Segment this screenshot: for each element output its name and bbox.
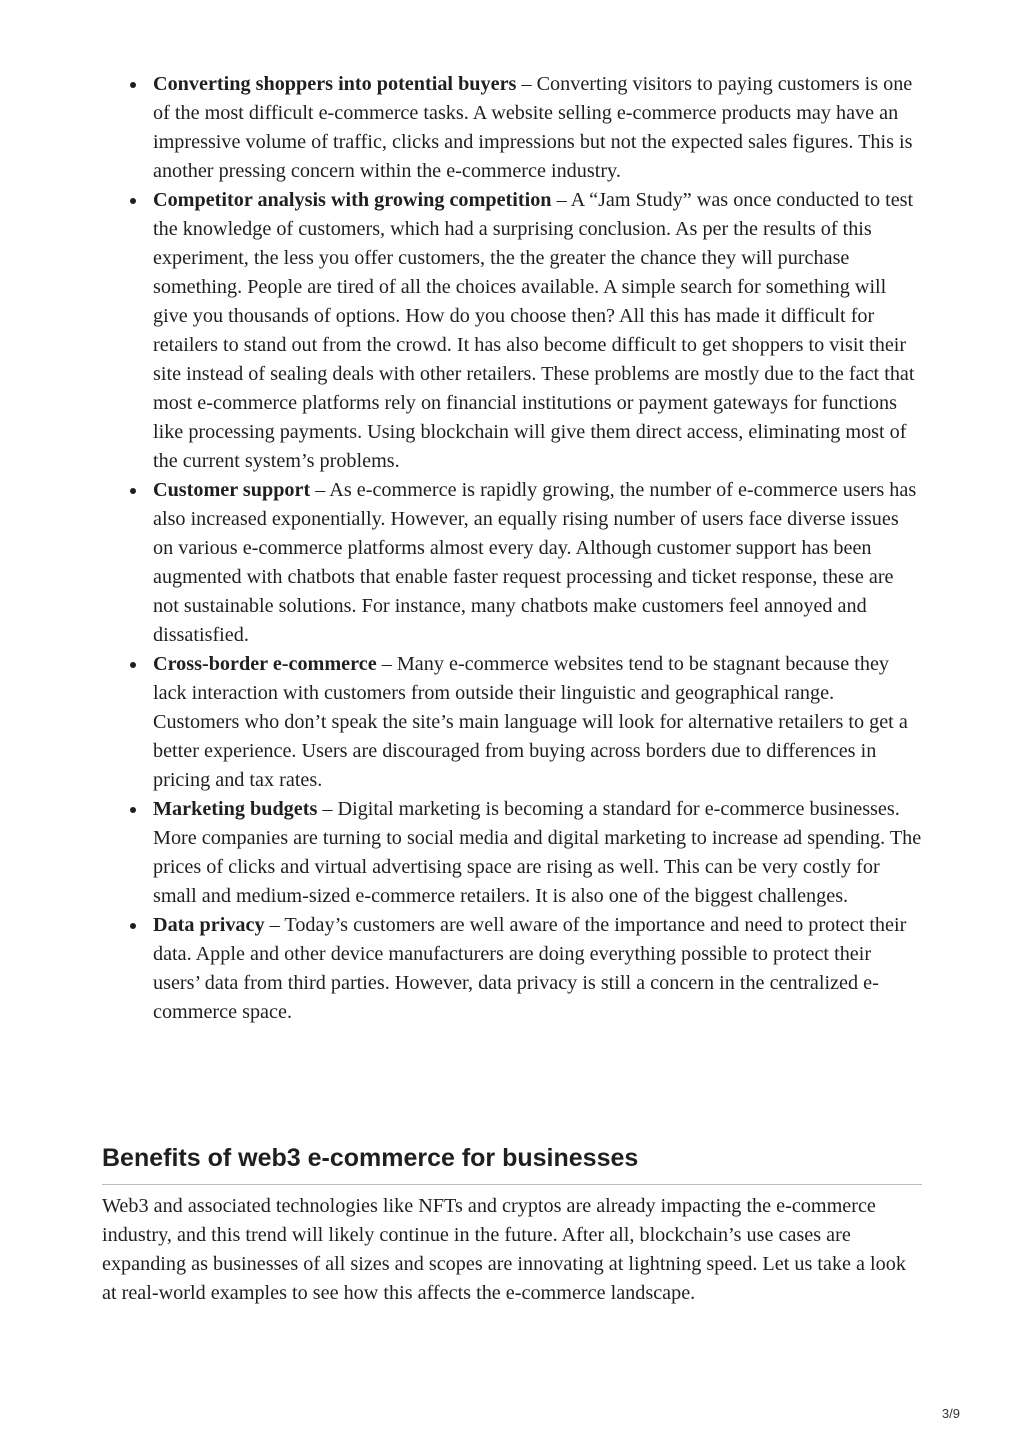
- list-item: [102, 795, 922, 911]
- section-heading: Benefits of web3 e-commerce for businesses: [102, 1141, 922, 1185]
- bullet-icon: [130, 488, 136, 494]
- bullet-body: Many e-commerce websites tend to be stagnant because they lack interaction with customers from outside their linguistic and geographical range. Customers who don’t speak the site’s main language will look for alternative retailers to get a better experience. Users are discouraged from buying across borders due to differences in pricing and tax rates.: [153, 653, 908, 791]
- bullet-separator: –: [516, 73, 537, 95]
- bullet-icon: [130, 198, 136, 204]
- bullet-body: Digital marketing is becoming a standard for e-commerce businesses. More companies are turning to social media and digital marketing to increase ad spending. The prices of clicks and virtual advertising space are rising as well. This can be very costly for small and medium-sized e-commerce retailers. It is also one of the biggest challenges.: [153, 798, 922, 907]
- bullet-icon: [130, 662, 136, 668]
- list-item: [102, 650, 922, 795]
- bullet-body: Today’s customers are well aware of the importance and need to protect their data. Apple and other device manufacturers are doing everything possible to protect their users’ data from third parties. However, data privacy is still a concern in the centralized e-commerce space.: [153, 914, 907, 1023]
- bullet-title: Competitor analysis with growing competition: [153, 189, 552, 211]
- bullet-separator: –: [551, 189, 571, 211]
- bullet-body: As e-commerce is rapidly growing, the number of e-commerce users has also increased exponentially. However, an equally rising number of users face diverse issues on various e-commerce platforms almost every day. Although customer support has been augmented with chatbots that enable faster request processing and ticket response, these are not sustainable solutions. For instance, many chatbots make customers feel annoyed and dissatisfied.: [153, 479, 917, 646]
- list-item: [102, 911, 922, 1027]
- bullet-separator: –: [310, 479, 330, 501]
- list-item: [102, 476, 922, 650]
- challenges-list: [102, 70, 922, 1027]
- list-item: [102, 70, 922, 186]
- bullet-body: A “Jam Study” was once conducted to test the knowledge of customers, which had a surprising conclusion. As per the results of this experiment, the less you offer customers, the the greater the chance they will purchase something. People are tired of all the choices available. A simple search for something will give you thousands of options. How do you choose then? All this has made it difficult for retailers to stand out from the crowd. It has also become difficult to get shoppers to visit their site instead of sealing deals with other retailers. These problems are mostly due to the fact that most e-commerce platforms rely on financial institutions or payment gateways for functions like processing payments. Using blockchain will give them direct access, eliminating most of the current system’s problems.: [153, 189, 915, 472]
- section-paragraph: Web3 and associated technologies like NFTs and cryptos are already impacting the e-commerce industry, and this trend will likely continue in the future. After all, blockchain’s use cases are expanding as businesses of all sizes and scopes are innovating at lightning speed. Let us take a look at real-world examples to see how this affects the e-commerce landscape.: [102, 1195, 906, 1304]
- bullet-title: Converting shoppers into potential buyers: [153, 73, 517, 95]
- bullet-body: Converting visitors to paying customers is one of the most difficult e-commerce tasks. A website selling e-commerce products may have an impressive volume of traffic, clicks and impressions but not the expected sales figures. This is another pressing concern within the e-commerce industry.: [153, 73, 913, 182]
- page-number: 3/9: [941, 1406, 960, 1421]
- bullet-title: Data privacy: [153, 914, 265, 936]
- bullet-icon: [130, 923, 136, 929]
- bullet-icon: [130, 82, 136, 88]
- bullet-separator: –: [264, 914, 285, 936]
- bullet-title: Cross-border e-commerce: [153, 653, 377, 675]
- bullet-separator: –: [376, 653, 397, 675]
- bullet-title: Marketing budgets: [153, 798, 318, 820]
- bullet-title: Customer support: [153, 479, 311, 501]
- bullet-separator: –: [317, 798, 338, 820]
- list-item: [102, 186, 922, 476]
- bullet-icon: [130, 807, 136, 813]
